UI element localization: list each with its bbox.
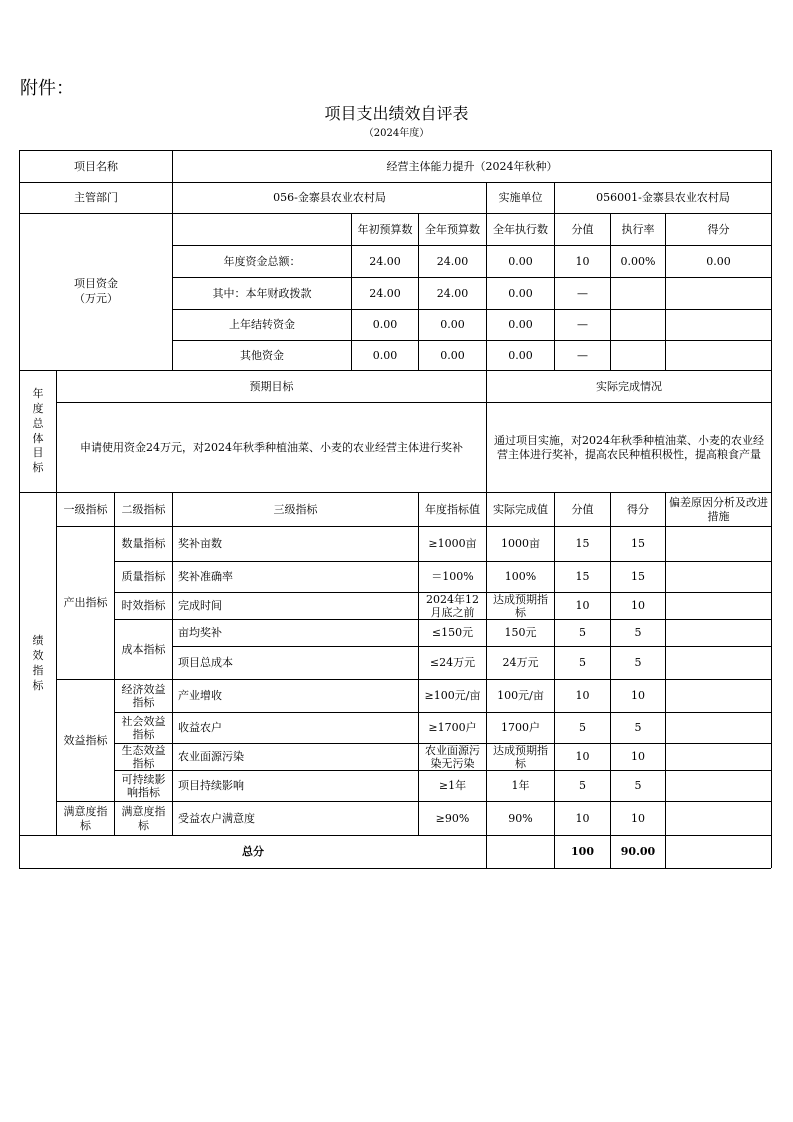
target-value: 农业面源污染无污染 <box>425 744 480 770</box>
expected-header: 预期目标 <box>249 379 294 393</box>
target-value: ≥100元/亩 <box>424 689 481 703</box>
score-value: 5 <box>634 721 642 735</box>
funds-annual: 0.00 <box>440 318 465 332</box>
indicators-label-part: 标 <box>32 678 44 692</box>
funds-score <box>666 278 771 309</box>
reason-value <box>666 680 771 712</box>
score-value: 5 <box>634 626 642 640</box>
funds-annual: 24.00 <box>436 286 469 300</box>
indicator-header: 三级指标 <box>273 502 318 516</box>
level2-item: 经济效益指标 <box>121 682 166 709</box>
actual-value: 达成预期指标 <box>493 744 548 770</box>
expected-goal: 申请使用资金24万元，对2024年秋季种植油菜、小麦的农业经营主体进行奖补 <box>80 440 463 454</box>
funds-label-part: （万元） <box>74 292 118 305</box>
level1-output: 产出指标 <box>63 596 108 610</box>
score-value: 10 <box>631 750 645 764</box>
funds-initial: 24.00 <box>369 254 401 268</box>
funds-weight: — <box>577 318 588 332</box>
funds-annual: 24.00 <box>436 254 469 268</box>
funds-executed: 0.00 <box>508 286 533 300</box>
weight-value: 10 <box>575 689 590 703</box>
indicators-label-part: 效 <box>32 649 44 663</box>
target-value: ＝100% <box>431 570 474 584</box>
score-value: 10 <box>631 811 645 825</box>
level2-item: 社会效益指标 <box>121 714 166 741</box>
target-value: ≥1700户 <box>428 721 477 735</box>
funds-initial: 0.00 <box>372 318 398 332</box>
reason-value <box>666 802 771 835</box>
goals-label <box>20 371 56 492</box>
funds-weight: — <box>577 286 588 300</box>
target-value: ≥1年 <box>438 779 467 793</box>
level3-item: 项目总成本 <box>178 656 233 670</box>
goals-label-part: 总 <box>32 416 44 430</box>
weight-value: 10 <box>575 750 590 764</box>
goals-label-part: 标 <box>32 461 44 475</box>
target-value: ≤24万元 <box>429 656 476 670</box>
funds-score <box>666 341 771 370</box>
target-value: 2024年12月底之前 <box>426 593 479 619</box>
funds-header: 得分 <box>707 222 730 236</box>
indicators-label <box>20 493 56 835</box>
funds-weight: — <box>577 348 588 362</box>
level2-item: 数量指标 <box>121 537 166 551</box>
project-name-value: 经营主体能力提升（2024年秋种） <box>386 159 558 173</box>
funds-row-label: 年度资金总额： <box>223 254 301 268</box>
indicator-header: 年度指标值 <box>425 502 480 516</box>
goals-label-part: 度 <box>32 401 44 415</box>
reason-value <box>666 593 771 619</box>
level3-item: 亩均奖补 <box>178 626 222 640</box>
actual-value: 100元/亩 <box>497 689 544 703</box>
indicators-label-part: 指 <box>32 664 44 677</box>
total-score: 90.00 <box>620 845 656 859</box>
funds-weight: 10 <box>575 254 590 268</box>
funds-row-label: 其他资金 <box>240 348 284 362</box>
funds-header: 全年执行数 <box>493 222 548 236</box>
indicator-header: 一级指标 <box>63 502 108 516</box>
weight-value: 5 <box>579 779 586 793</box>
funds-row-label: 上年结转资金 <box>229 318 295 332</box>
funds-label-part: 项目资金 <box>74 277 118 291</box>
target-value: ≥1000亩 <box>428 537 477 551</box>
level3-item: 项目持续影响 <box>178 779 244 793</box>
level2-item: 生态效益指标 <box>121 744 166 770</box>
dept-label: 主管部门 <box>74 191 118 205</box>
goals-label-part: 目 <box>32 446 44 460</box>
score-value: 5 <box>634 779 642 793</box>
level3-item: 奖补亩数 <box>178 537 222 551</box>
funds-header: 全年预算数 <box>425 222 480 236</box>
level3-item: 收益农户 <box>178 721 222 735</box>
score-value: 15 <box>631 537 645 551</box>
actual-value: 达成预期指标 <box>493 593 548 619</box>
level3-item: 农业面源污染 <box>178 750 244 764</box>
funds-score: 0.00 <box>706 254 731 268</box>
total-weight: 100 <box>571 845 594 859</box>
target-value: ≤150元 <box>431 626 474 640</box>
actual-value: 1700户 <box>501 721 540 735</box>
reason-value <box>666 562 771 592</box>
reason-value <box>666 527 771 561</box>
funds-rate: 0.00% <box>620 254 656 268</box>
funds-executed: 0.00 <box>508 254 533 268</box>
weight-value: 5 <box>579 721 586 735</box>
level2-item: 成本指标 <box>121 642 166 656</box>
funds-score <box>666 310 771 340</box>
attachment-label: 附件： <box>20 78 74 99</box>
level2-item: 满意度指标 <box>121 805 166 832</box>
funds-annual: 0.00 <box>440 348 465 362</box>
funds-header: 分值 <box>571 222 594 236</box>
funds-executed: 0.00 <box>508 348 533 362</box>
actual-result: 通过项目实施，对2024年秋季种植油菜、小麦的农业经营主体进行奖补，提高农民种植积极性，提高粮食产量 <box>494 434 764 461</box>
indicator-header: 分值 <box>571 502 594 516</box>
reason-value <box>666 771 771 801</box>
level1-satisfaction: 满意度指标 <box>63 805 108 832</box>
weight-value: 10 <box>575 599 590 613</box>
level2-item: 可持续影响指标 <box>121 772 166 799</box>
reason-value <box>666 620 771 646</box>
level2-item: 时效指标 <box>121 599 166 613</box>
weight-value: 5 <box>579 656 586 670</box>
score-value: 5 <box>634 656 642 670</box>
indicator-header: 二级指标 <box>121 502 166 516</box>
actual-value: 1000亩 <box>501 537 540 551</box>
indicator-header: 偏差原因分析及改进措施 <box>669 496 768 523</box>
goals-label-part: 年 <box>32 386 44 400</box>
reason-value <box>666 713 771 743</box>
total-label: 总分 <box>242 845 264 859</box>
funds-executed: 0.00 <box>508 318 533 332</box>
level1-benefit: 效益指标 <box>63 733 108 747</box>
actual-header: 实际完成情况 <box>596 379 662 393</box>
level3-item: 奖补准确率 <box>178 570 233 584</box>
level3-item: 受益农户满意度 <box>178 811 255 825</box>
impl-value: 056001-金寨县农业农村局 <box>596 191 730 205</box>
indicator-header: 实际完成值 <box>493 502 548 516</box>
score-value: 15 <box>631 570 645 584</box>
impl-label: 实施单位 <box>498 191 543 205</box>
project-name-label: 项目名称 <box>74 159 118 173</box>
target-value: ≥90% <box>435 811 470 825</box>
funds-rate <box>611 310 665 340</box>
form-title: 项目支出绩效自评表 <box>324 104 469 123</box>
funds-rate <box>611 278 665 309</box>
indicator-header: 得分 <box>627 502 649 516</box>
actual-value: 1年 <box>511 779 530 793</box>
funds-initial: 0.00 <box>372 348 398 362</box>
reason-value <box>666 744 771 770</box>
weight-value: 5 <box>579 626 586 640</box>
level2-item: 质量指标 <box>121 570 166 584</box>
weight-value: 15 <box>575 570 590 584</box>
dept-value: 056-金寨县农业农村局 <box>273 191 386 205</box>
funds-header: 年初预算数 <box>357 222 413 236</box>
score-value: 10 <box>631 599 645 613</box>
level3-item: 完成时间 <box>178 599 222 613</box>
goals-label-part: 体 <box>32 431 44 445</box>
funds-rate <box>611 341 665 370</box>
actual-value: 150元 <box>504 626 537 640</box>
actual-value: 90% <box>508 811 533 825</box>
indicators-label-part: 绩 <box>32 634 44 648</box>
funds-header: 执行率 <box>621 222 655 236</box>
funds-label <box>20 214 172 370</box>
score-value: 10 <box>631 689 645 703</box>
weight-value: 10 <box>575 811 590 825</box>
form-year: （2024年度） <box>363 128 430 139</box>
funds-row-label: 其中：本年财政拨款 <box>212 286 312 300</box>
level3-item: 产业增收 <box>178 689 222 703</box>
actual-value: 100% <box>504 570 537 584</box>
actual-value: 24万元 <box>502 656 539 670</box>
reason-value <box>666 647 771 679</box>
weight-value: 15 <box>575 537 590 551</box>
funds-initial: 24.00 <box>369 286 401 300</box>
